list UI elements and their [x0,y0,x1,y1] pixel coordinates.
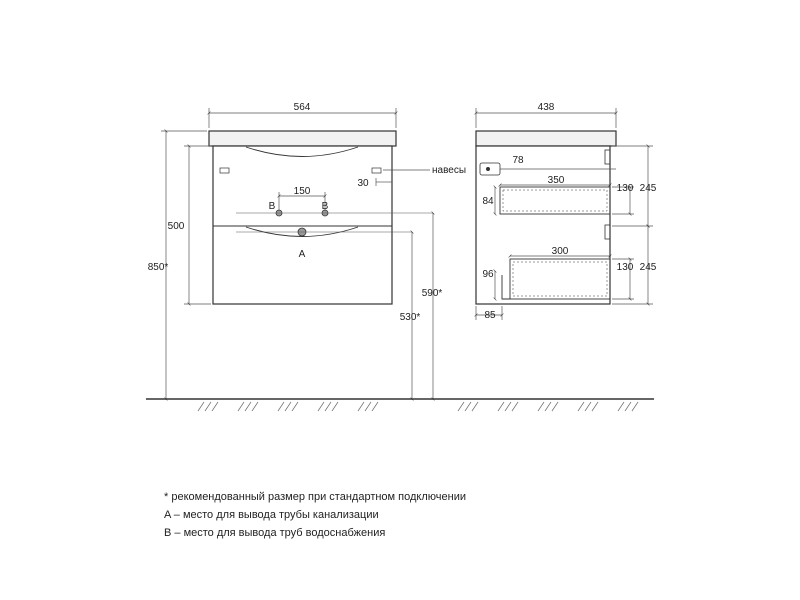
side-upper-module-height-label: 245 [639,183,657,194]
side-cabinet-body [476,146,610,304]
side-hinge-depth-label: 78 [512,155,524,166]
side-lower-module-height-label: 245 [639,262,657,273]
side-lower-drawer-depth-label: 300 [551,246,569,257]
front-drain-height-label: 590* [421,288,443,299]
front-marker-a: A [298,249,306,260]
side-depth-label: 438 [537,102,555,113]
floor-hatching [198,402,638,411]
front-height-label: 500 [167,221,185,232]
front-pipe-spacing-label: 150 [293,186,311,197]
front-total-height-label: 850* [147,262,169,273]
front-width-label: 564 [293,102,311,113]
front-marker-b-left: B [268,201,276,212]
front-hinge-label: навесы [432,165,467,176]
side-sink-top [476,131,616,146]
side-upper-offset-label: 84 [482,196,494,207]
note-recommended: * рекомендованный размер при стандартном подключении [164,491,466,503]
side-bottom-offset-label: 85 [484,310,496,321]
note-supply: B – место для вывода труб водоснабжения [164,527,386,539]
side-upper-drawer-height-label: 130 [616,183,634,194]
side-lower-drawer-height-label: 130 [616,262,634,273]
front-hinge-offset-label: 30 [357,178,369,189]
front-marker-b-right: B [321,201,329,212]
side-upper-drawer-depth-label: 350 [547,175,565,186]
side-hinge-point [487,168,490,171]
front-supply-height-label: 530* [399,312,421,323]
front-view [209,131,396,304]
notes-block [164,488,466,542]
side-lower-offset-label: 96 [482,269,494,280]
front-cabinet-body [213,146,392,304]
side-view [476,131,616,304]
note-drain: A – место для вывода трубы канализации [164,509,379,521]
front-sink-top [209,131,396,146]
